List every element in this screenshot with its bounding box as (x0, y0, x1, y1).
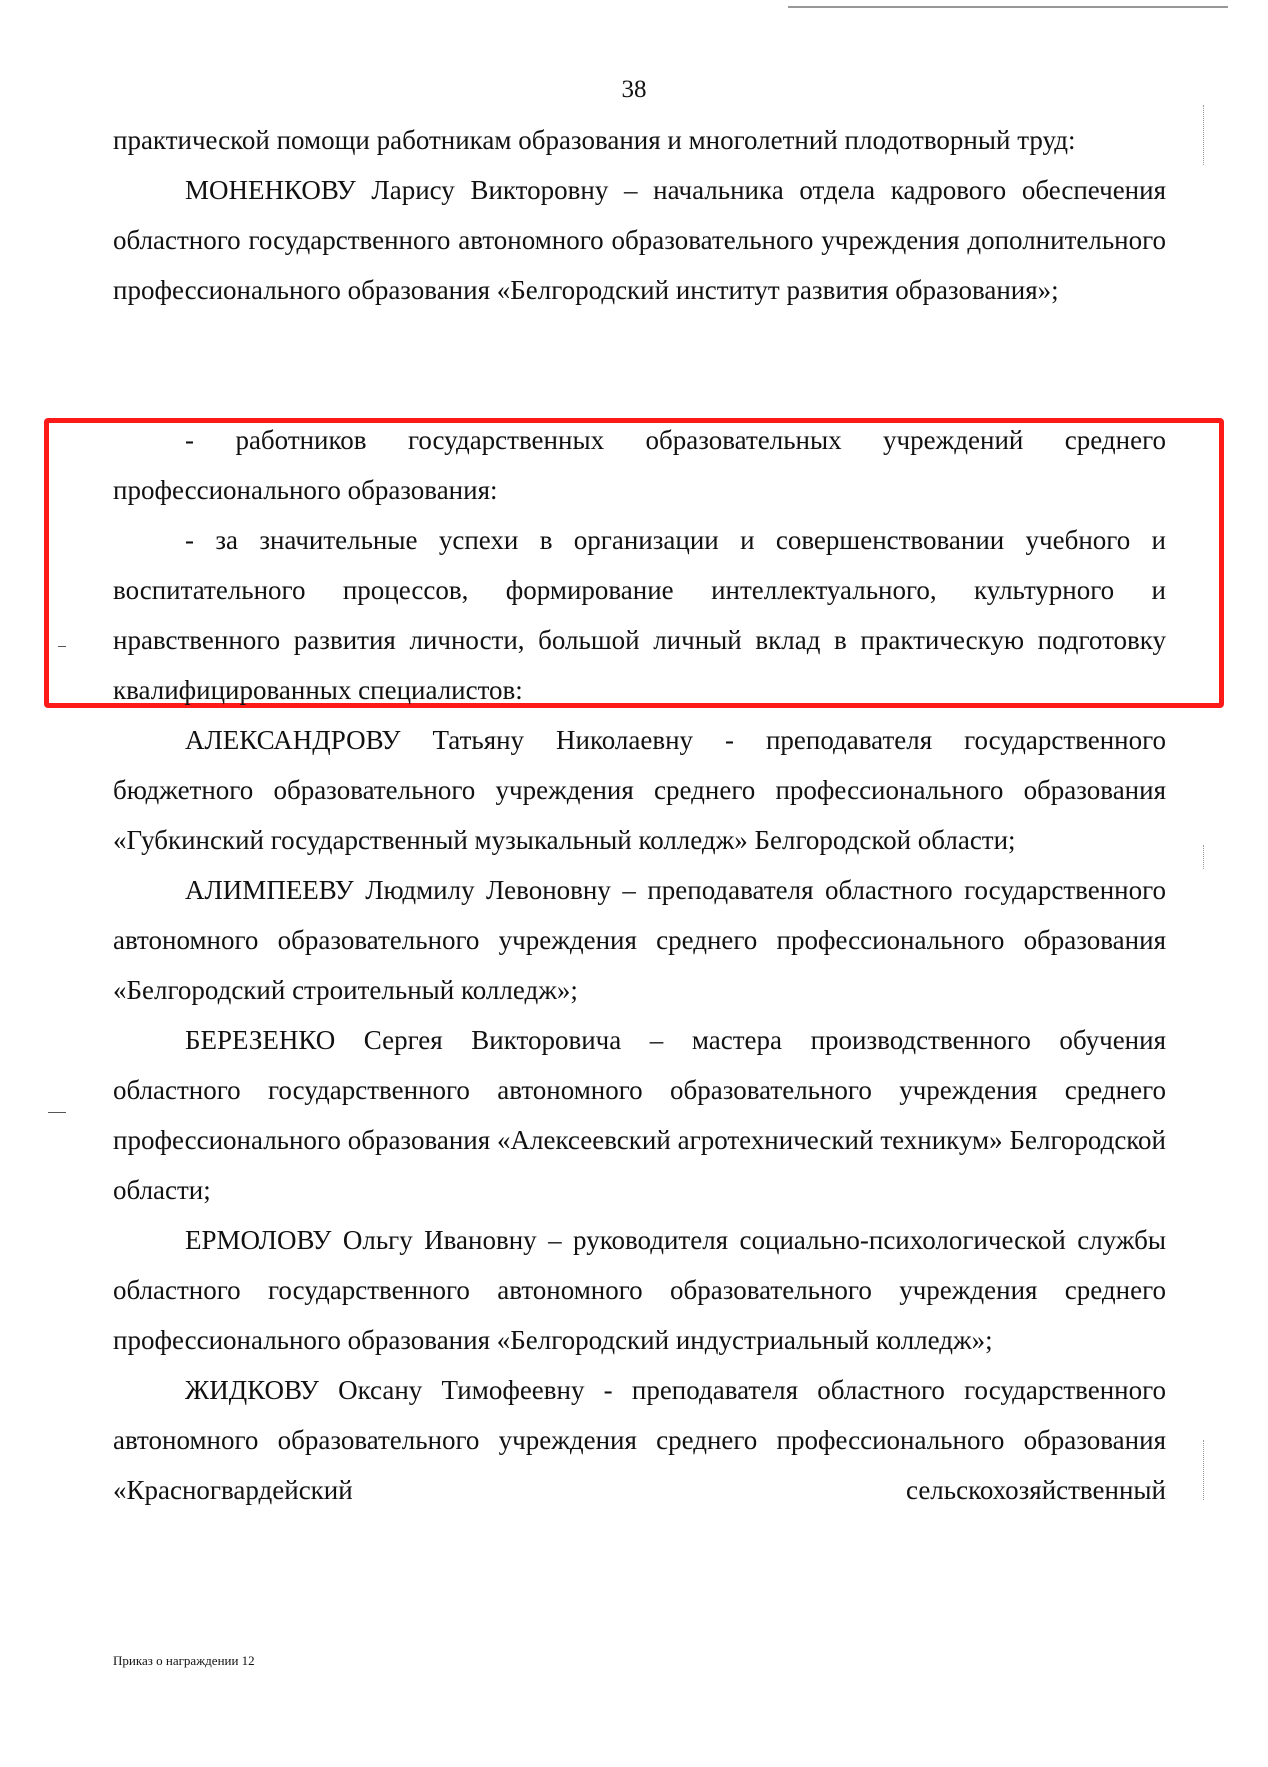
scan-artifact-dash (48, 1112, 66, 1113)
scan-artifact-line (788, 6, 1228, 8)
paragraph-monenkova: МОНЕНКОВУ Ларису Викторовну – начальника отдела кадрового обеспечения областного государственного автономного образовательного учреждения дополнительного профессионального образования «Белгородский институт развития образования»; (113, 175, 1166, 305)
scan-artifact-dots (1203, 105, 1204, 165)
highlighted-text-block (113, 415, 1166, 715)
paragraph-berezenko: БЕРЕЗЕНКО Сергея Викторовича – мастера производственного обучения областного государственного автономного образовательного учреждения среднего профессионального образования «Алексеевский агротехнический техникум» Белгородской области; (113, 1025, 1166, 1205)
scan-artifact-dash (58, 646, 66, 647)
footer-note: Приказ о награждении 12 (113, 1653, 255, 1668)
page-number: 38 (621, 76, 647, 103)
paragraph-alimpeeva: АЛИМПЕЕВУ Людмилу Левоновну – преподавателя областного государственного автономного образовательного учреждения среднего профессионального образования «Белгородский строительный колледж»; (113, 875, 1166, 1005)
bottom-text-block (113, 715, 1166, 1515)
top-text-block (113, 115, 1166, 315)
paragraph-continuation: практической помощи работникам образования и многолетний плодотворный труд: (113, 125, 1076, 155)
paragraph-ermolova: ЕРМОЛОВУ Ольгу Ивановну – руководителя социально-психологической службы областного государственного автономного образовательного учреждения среднего профессионального образования «Белгородский индустриальный колледж»; (113, 1225, 1166, 1355)
paragraph-aleksandrova: АЛЕКСАНДРОВУ Татьяну Николаевну - преподавателя государственного бюджетного образовательного учреждения среднего профессионального образования «Губкинский государственный музыкальный колледж» Белгородской области; (113, 725, 1166, 855)
paragraph-merit-reason: - за значительные успехи в организации и совершенствовании учебного и воспитательного процессов, формирование интеллектуального, культурного и нравственного развития личности, большой личный вклад в практическую подготовку квалифицированных специалистов: (113, 525, 1166, 705)
scan-artifact-dots (1203, 845, 1204, 869)
scan-artifact-dots (1203, 1440, 1204, 1500)
paragraph-workers-category: - работников государственных образовательных учреждений среднего профессионального образования: (113, 425, 1166, 505)
paragraph-zhidkova: ЖИДКОВУ Оксану Тимофеевну - преподавателя областного государственного автономного образовательного учреждения среднего профессионального образования «Красногвардейский сельскохозяйственный (113, 1375, 1166, 1505)
